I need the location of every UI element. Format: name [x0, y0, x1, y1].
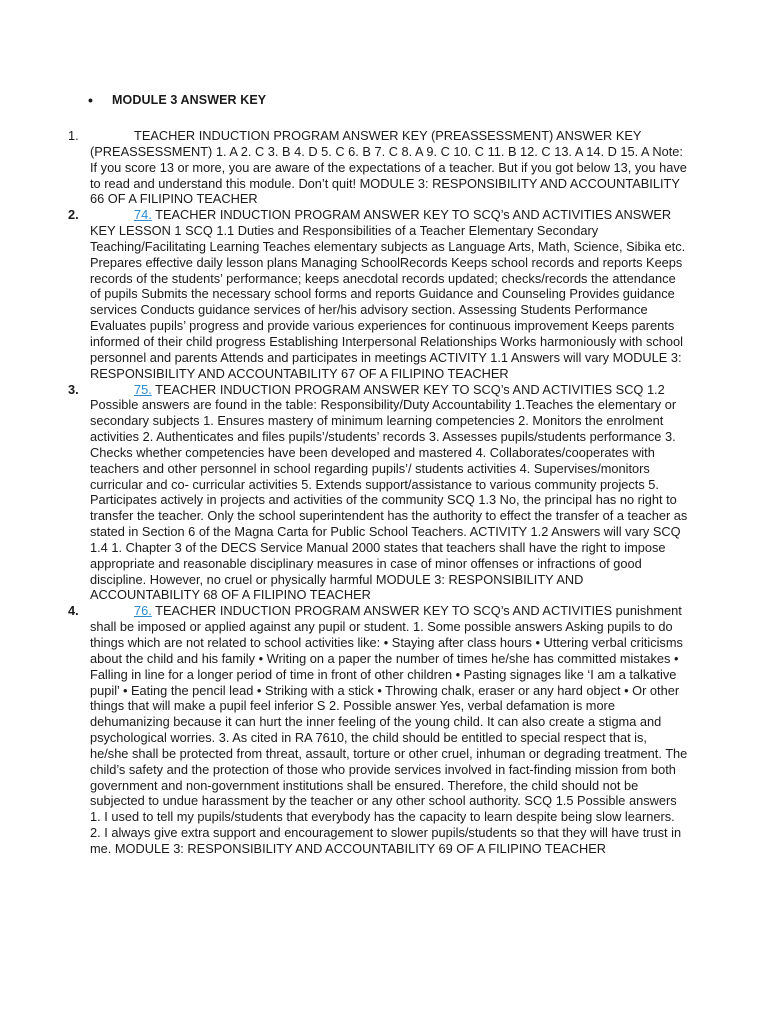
item-text-content: TEACHER INDUCTION PROGRAM ANSWER KEY TO SCQ’s AND ACTIVITIES SCQ 1.2 Possible answers are found in the table: Responsibility/Duty Accountability 1.Teaches the elementary or secondary subjects 1. Ensures mastery of minimum learning competencies 2. Monitors the enrolment activities 2. Authenticates and files pupils’/students’ records 3. Assesses pupils/students performance 3. Checks whether competencies have been developed and mastered 4. Collaborates/cooperates with teachers and other personnel in school regarding pupils’/ students activities 4. Supervises/monitors curricular and co- curricular activities 5. Extends support/assistance to various community projects 5. Participates actively in projects and activities of the community SCQ 1.3 No, the principal has no right to transfer the teacher. Only the school superintendent has the authority to effect the transfer of a teacher as stated in Section 6 of the Magna Carta for Public School Teachers. ACTIVITY 1.2 Answers will vary SCQ 1.4 1. Chapter 3 of the DECS Service Manual 2000 states that teachers shall have the right to impose appropriate and reasonable disciplinary measures in case of minor offenses or infractions of good discipline. However, no cruel or physically harmful MODULE 3: RESPONSIBILITY AND ACCOUNTABILITY 68 OF A FILIPINO TEACHER: [90, 381, 688, 603]
item-text-content: TEACHER INDUCTION PROGRAM ANSWER KEY TO SCQ’s AND ACTIVITIES ANSWER KEY LESSON 1 SCQ 1.1 Duties and Responsibilities of a Teacher Elementary Secondary Teaching/Facilitating Learning Teaches elementary subjects as Language Arts, Math, Science, Sibika etc. Prepares effective daily lesson plans Managing SchoolRecords Keeps school records and reports Keeps records of the students’ performance; keeps anecdotal records updated; checks/records the attendance of pupils Submits the necessary school forms and reports Guidance and Counseling Provides guidance services Conducts guidance services of her/his advisory section. Assessing Students Performance Evaluates pupils’ progress and provide various experiences for continuous improvement Keeps parents informed of their child progress Establishing Interpersonal Relationships Works harmoniously with school personnel and parents Attends and participates in meetings ACTIVITY 1.1 Answers will vary MODULE 3: RESPONSIBILITY AND ACCOUNTABILITY 67 OF A FILIPINO TEACHER: [90, 207, 686, 381]
item-number: 1.: [68, 128, 79, 143]
item-text: [90, 128, 688, 207]
list-item: [68, 128, 688, 207]
bullet-icon: •: [88, 92, 94, 108]
list-item: [68, 207, 688, 381]
item-text: [90, 207, 688, 381]
module-heading-text: MODULE 3 ANSWER KEY: [112, 93, 267, 107]
list-item: [68, 603, 688, 857]
page-link-74[interactable]: 74.: [134, 207, 152, 223]
answer-key-list: [68, 128, 688, 857]
item-number: 4.: [68, 603, 79, 619]
list-item: [68, 382, 688, 604]
page-link-75[interactable]: 75.: [134, 381, 152, 397]
item-text: [90, 603, 688, 857]
item-text-content: TEACHER INDUCTION PROGRAM ANSWER KEY (PREASSESSMENT) ANSWER KEY (PREASSESSMENT) 1. A 2. C 3. B 4. D 5. C 6. B 7. C 8. A 9. C 10. C 11. B 12. C 13. A 14. D 15. A Note: If you score 13 or more, you are aware of the expectations of a teacher. But if you got below 13, you have to read and understand this module. Don’t quit! MODULE 3: RESPONSIBILITY AND ACCOUNTABILITY 66 OF A FILIPINO TEACHER: [90, 128, 687, 207]
item-number: 2.: [68, 207, 79, 223]
item-text: [90, 382, 688, 604]
item-text-content: TEACHER INDUCTION PROGRAM ANSWER KEY TO SCQ’s AND ACTIVITIES punishment shall be imposed or applied against any pupil or student. 1. Some possible answers Asking pupils to do things which are not related to school activities like: • Staying after class hours • Uttering verbal criticisms about the child and his family • Writing on a paper the number of times he/she has committed mistakes • Falling in line for a longer period of time in front of other children • Pasting signages like ‘I am a talkative pupil’ • Eating the pencil lead • Striking with a stick • Throwing chalk, eraser or any hard object • Or other things that will make a pupil feel inferior S 2. Possible answer Yes, verbal defamation is more dehumanizing because it can hurt the inner feeling of the young child. It can also create a stigma and psychological worries. 3. As cited in RA 7610, the child should be entitled to special respect that is, he/she shall be protected from threat, assault, torture or other cruel, inhuman or degrading treatment. The child’s safety and the protection of those who provide services involved in fact-finding mission from both government and non-government institutions shall be ensured. Therefore, the child should not be subjected to undue harassment by the teacher or any other school authority. SCQ 1.5 Possible answers 1. I used to tell my pupils/students that everybody has the capacity to learn despite being slow learners. 2. I always give extra support and encouragement to slower pupils/students so that they will have trust in me. MODULE 3: RESPONSIBILITY AND ACCOUNTABILITY 69 OF A FILIPINO TEACHER: [90, 603, 688, 856]
item-number: 3.: [68, 381, 79, 397]
page-link-76[interactable]: 76.: [134, 603, 152, 619]
